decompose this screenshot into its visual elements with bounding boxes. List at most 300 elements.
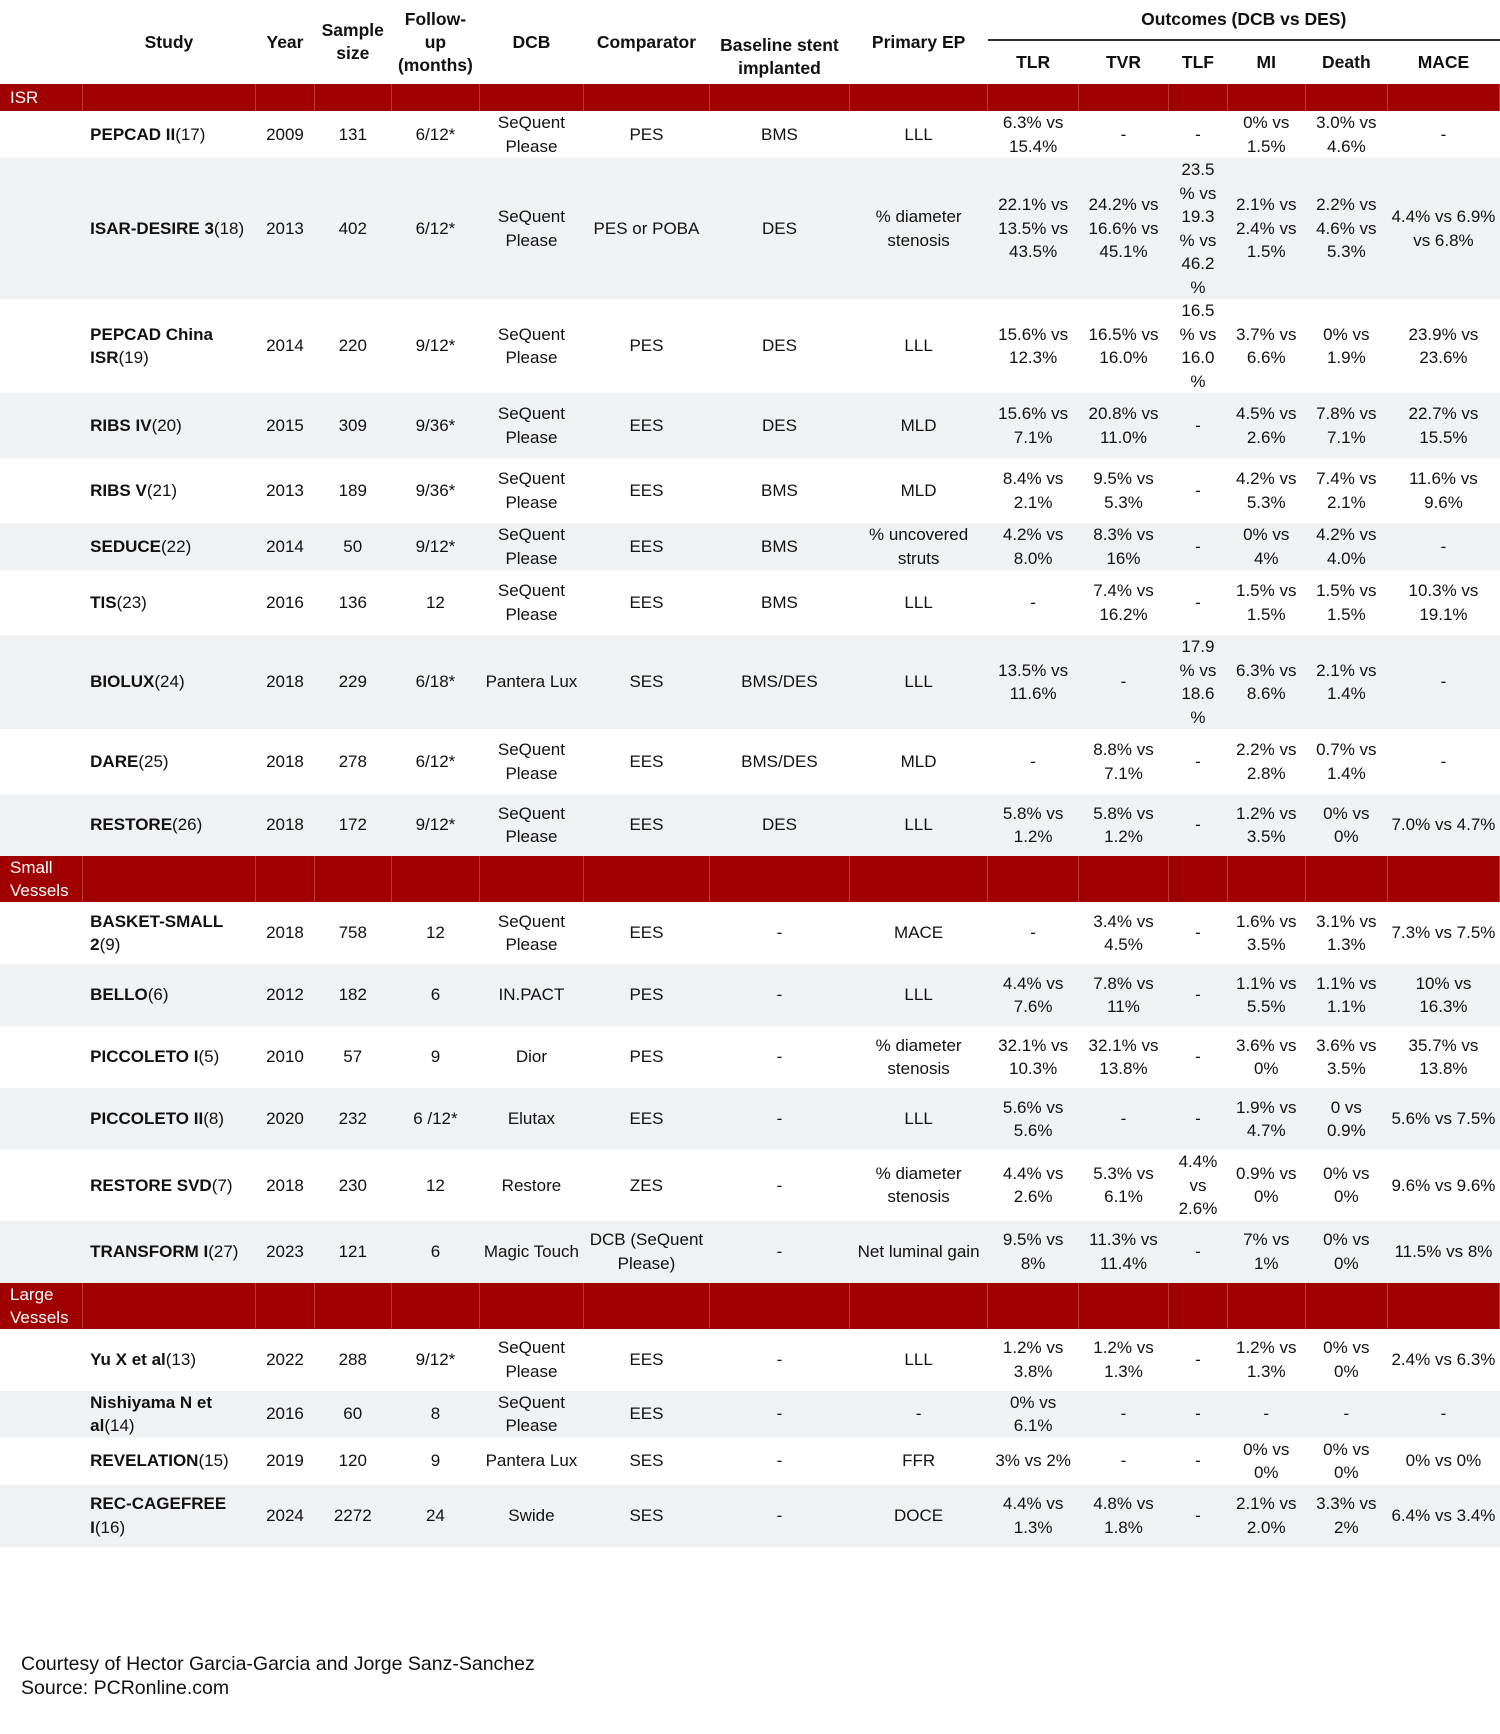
row-spacer-cell [0, 1150, 82, 1221]
death-cell: 3.0% vs 4.6% [1316, 113, 1377, 156]
follow-up-cell: 6/12* [415, 124, 456, 144]
section-band-cell [1078, 1283, 1168, 1329]
follow-up-cell: 6 [391, 964, 479, 1026]
mace-cell: - [1440, 124, 1447, 144]
table-row [0, 794, 1500, 856]
mace-cell: 6.4% vs 3.4% [1387, 1485, 1499, 1547]
comparator-cell: EES [629, 592, 664, 612]
year-cell: 2016 [256, 1391, 315, 1438]
primary-ep-cell: DOCE [849, 1485, 988, 1547]
study-cell [82, 1221, 256, 1283]
baseline-stent-cell: BMS [761, 480, 798, 500]
comparator-cell: SES [583, 1485, 709, 1547]
mace-cell: - [1387, 1391, 1499, 1438]
section-header-row [0, 84, 1500, 111]
section-band-cell [391, 84, 479, 111]
mi-cell: 7% vs 1% [1227, 1221, 1305, 1283]
section-band-cell [256, 856, 315, 902]
table-row [0, 729, 1500, 794]
year-cell: 2012 [256, 964, 315, 1026]
section-band-cell [480, 84, 584, 111]
tlr-cell: 5.8% vs 1.2% [988, 794, 1078, 856]
comparator-cell: EES [583, 794, 709, 856]
section-band-cell [988, 84, 1078, 111]
primary-ep-cell: % uncovered struts [849, 523, 988, 570]
comparator-cell: PES [629, 336, 664, 356]
study-reference: (23) [116, 592, 147, 612]
table-row [0, 1221, 1500, 1283]
primary-ep-cell: LLL [904, 336, 933, 356]
tvr-cell: 9.5% vs 5.3% [1093, 469, 1154, 512]
sample-size-cell: 288 [338, 1349, 367, 1369]
header-death: Death [1322, 52, 1371, 72]
sample-size-cell: 121 [314, 1221, 391, 1283]
header-tlf: TLF [1181, 52, 1214, 72]
tlr-cell: - [1030, 923, 1036, 943]
tlf-cell: - [1195, 1047, 1201, 1067]
baseline-stent-cell: DES [761, 336, 797, 356]
mi-cell: 0% vs 4% [1227, 523, 1305, 570]
year-cell: 2018 [266, 1175, 304, 1195]
sample-size-cell: 60 [314, 1391, 391, 1438]
tlr-cell: 8.4% vs 2.1% [1002, 469, 1064, 512]
baseline-stent-cell: DES [710, 794, 850, 856]
follow-up-cell: 9 [430, 1047, 441, 1067]
row-spacer-cell [0, 111, 82, 158]
study-reference: (20) [151, 415, 182, 435]
follow-up-cell: 9/12* [415, 1349, 456, 1369]
death-cell: 0% vs 0% [1305, 794, 1387, 856]
tlr-cell: 0% vs 6.1% [988, 1391, 1078, 1438]
study-reference: (8) [203, 1109, 224, 1129]
tlf-cell: - [1195, 480, 1201, 500]
dcb-cell: Pantera Lux [480, 635, 584, 729]
row-spacer-cell [0, 1026, 82, 1088]
primary-ep-cell: - [849, 1391, 988, 1438]
dcb-cell: SeQuent Please [480, 523, 584, 570]
comparator-cell: PES [583, 964, 709, 1026]
study-name: RESTORE SVD [90, 1175, 212, 1195]
death-cell: 0% vs 0% [1323, 1338, 1370, 1381]
tlf-cell: - [1195, 124, 1201, 144]
tlf-cell: - [1169, 794, 1228, 856]
tvr-cell: 3.4% vs 4.5% [1093, 911, 1154, 954]
row-spacer-cell [0, 523, 82, 570]
study-cell [82, 1391, 256, 1438]
dcb-cell: SeQuent Please [497, 113, 565, 156]
tlr-cell: 4.4% vs 7.6% [988, 964, 1078, 1026]
study-name: DARE [90, 751, 139, 771]
mi-cell: 4.2% vs 5.3% [1235, 469, 1297, 512]
tlr-cell: 32.1% vs 10.3% [998, 1035, 1069, 1078]
tlr-cell: 6.3% vs 15.4% [1002, 113, 1064, 156]
study-reference: (19) [118, 348, 149, 367]
tlf-cell: - [1195, 1451, 1201, 1471]
tlf-cell: 17.9 % vs 18.6 % [1169, 635, 1228, 729]
death-cell: 7.8% vs 7.1% [1305, 393, 1387, 458]
mace-cell: 23.9% vs 23.6% [1408, 324, 1479, 367]
study-reference: (14) [104, 1416, 135, 1435]
year-cell: 2016 [266, 592, 304, 612]
primary-ep-cell: LLL [849, 635, 988, 729]
primary-ep-cell: % diameter stenosis [875, 1163, 962, 1207]
row-spacer-cell [0, 635, 82, 729]
header-sample-size: Sample size [321, 20, 384, 63]
mi-cell: 1.1% vs 5.5% [1227, 964, 1305, 1026]
section-band-cell [710, 1283, 850, 1329]
sample-size-cell: 402 [314, 158, 391, 299]
study-cell [82, 729, 256, 794]
death-cell: 2.1% vs 1.4% [1305, 635, 1387, 729]
study-name: TRANSFORM I [90, 1241, 209, 1261]
follow-up-cell: 9/36* [415, 480, 456, 500]
courtesy-line: Courtesy of Hector Garcia-Garcia and Jorge Sanz-Sanchez [21, 1653, 535, 1675]
study-reference: (26) [172, 815, 203, 835]
table-row [0, 1391, 1500, 1438]
follow-up-cell: 9/12* [391, 523, 479, 570]
study-name: RIBS IV [90, 415, 152, 435]
table-row [0, 111, 1500, 158]
section-band-cell [314, 856, 391, 902]
mace-cell: 5.6% vs 7.5% [1387, 1088, 1499, 1150]
year-cell: 2014 [266, 336, 304, 356]
table-row [0, 393, 1500, 458]
study-cell [82, 1150, 256, 1221]
tlr-cell: 4.4% vs 2.6% [1002, 1163, 1064, 1207]
year-cell: 2020 [256, 1088, 315, 1150]
baseline-stent-cell: - [776, 1349, 783, 1369]
tlr-cell: 22.1% vs 13.5% vs 43.5% [988, 158, 1078, 299]
year-cell: 2018 [266, 751, 304, 771]
death-cell: 0% vs 1.9% [1323, 324, 1370, 367]
sample-size-cell: 136 [338, 592, 367, 612]
sample-size-cell: 278 [338, 751, 367, 771]
header-outcomes: Outcomes (DCB vs DES) [988, 0, 1500, 40]
baseline-stent-cell: - [776, 1451, 783, 1471]
table-row [0, 1026, 1500, 1088]
section-band-cell [256, 84, 315, 111]
study-cell [82, 1329, 256, 1391]
section-band-cell [988, 856, 1078, 902]
table-row [0, 458, 1500, 523]
sample-size-cell: 50 [314, 523, 391, 570]
section-band-cell [1169, 1283, 1228, 1329]
sample-size-cell: 172 [314, 794, 391, 856]
study-name: REVELATION [90, 1451, 199, 1471]
year-cell: 2023 [256, 1221, 315, 1283]
tlf-cell: - [1169, 523, 1228, 570]
comparator-cell: PES [629, 1047, 664, 1067]
year-cell: 2024 [256, 1485, 315, 1547]
follow-up-cell: 12 [425, 923, 445, 943]
study-reference: (22) [161, 536, 192, 556]
tlr-cell: 3% vs 2% [995, 1451, 1071, 1471]
header-mi: MI [1256, 52, 1276, 72]
study-reference: (17) [175, 124, 206, 144]
tlf-cell: - [1195, 592, 1201, 612]
study-cell [82, 1438, 256, 1485]
sample-size-cell: 309 [314, 393, 391, 458]
header-comparator: Comparator [596, 31, 697, 52]
study-reference: (6) [147, 985, 169, 1005]
follow-up-cell: 9/36* [391, 393, 479, 458]
tlf-cell: 4.4% vs 2.6% [1178, 1152, 1218, 1218]
tvr-cell: 1.2% vs 1.3% [1093, 1338, 1154, 1381]
mace-cell: - [1440, 751, 1447, 771]
primary-ep-cell: MLD [900, 751, 937, 771]
tvr-cell: 5.8% vs 1.2% [1078, 794, 1168, 856]
table-row [0, 1438, 1500, 1485]
row-spacer-cell [0, 1391, 82, 1438]
baseline-stent-cell: BMS/DES [741, 751, 818, 771]
table-row [0, 902, 1500, 964]
dcb-cell: SeQuent Please [497, 469, 565, 512]
dcb-cell: SeQuent Please [480, 158, 584, 299]
dcb-cell: Swide [480, 1485, 584, 1547]
death-cell: 2.2% vs 4.6% vs 5.3% [1305, 158, 1387, 299]
primary-ep-cell: % diameter stenosis [849, 158, 988, 299]
row-spacer-cell [0, 393, 82, 458]
tvr-cell: 7.8% vs 11% [1078, 964, 1168, 1026]
section-band-cell [849, 84, 988, 111]
comparator-cell: EES [629, 751, 664, 771]
table-row [0, 158, 1500, 299]
header-baseline-stent: Baseline stent implanted [720, 35, 839, 78]
tlr-cell: 4.4% vs 1.3% [988, 1485, 1078, 1547]
comparator-cell: PES [629, 124, 664, 144]
death-cell: 1.1% vs 1.1% [1305, 964, 1387, 1026]
study-name: SEDUCE [90, 536, 162, 556]
comparator-cell: EES [583, 1088, 709, 1150]
year-cell: 2022 [266, 1349, 304, 1369]
mace-cell: 22.7% vs 15.5% [1387, 393, 1499, 458]
study-reference: (24) [154, 672, 185, 692]
sample-size-cell: 758 [338, 923, 367, 943]
tvr-cell: - [1120, 1451, 1127, 1471]
tlf-cell: - [1169, 1221, 1228, 1283]
tlf-cell: - [1169, 964, 1228, 1026]
section-band-cell [1305, 856, 1387, 902]
table-body [0, 84, 1500, 1547]
sample-size-cell: 2272 [314, 1485, 391, 1547]
section-band-cell [849, 856, 988, 902]
table-row [0, 523, 1500, 570]
mi-cell: 1.5% vs 1.5% [1235, 581, 1297, 624]
study-reference: (25) [138, 751, 169, 771]
tlr-cell: 13.5% vs 11.6% [988, 635, 1078, 729]
mi-cell: 6.3% vs 8.6% [1227, 635, 1305, 729]
dcb-cell: Restore [501, 1175, 562, 1195]
comparator-cell: SES [629, 1451, 664, 1471]
dcb-cell: Magic Touch [480, 1221, 584, 1283]
section-band-cell [1387, 856, 1499, 902]
section-band-cell [583, 1283, 709, 1329]
mi-cell: 1.2% vs 1.3% [1235, 1338, 1297, 1381]
mi-cell: - [1227, 1391, 1305, 1438]
dcb-cell: SeQuent Please [480, 393, 584, 458]
mace-cell: 7.0% vs 4.7% [1387, 794, 1499, 856]
row-spacer-cell [0, 1088, 82, 1150]
study-cell [82, 1485, 256, 1547]
table-row [0, 1088, 1500, 1150]
baseline-stent-cell: - [776, 1047, 783, 1067]
follow-up-cell: 24 [391, 1485, 479, 1547]
sample-size-cell: 232 [314, 1088, 391, 1150]
death-cell: 1.5% vs 1.5% [1316, 581, 1377, 624]
study-cell [82, 794, 256, 856]
death-cell: 3.3% vs 2% [1305, 1485, 1387, 1547]
tlf-cell: - [1195, 923, 1201, 943]
tlf-cell: - [1169, 393, 1228, 458]
tvr-cell: 11.3% vs 11.4% [1078, 1221, 1168, 1283]
tlr-cell: - [1030, 751, 1036, 771]
death-cell: 0% vs 0% [1323, 1163, 1370, 1207]
dcb-cell: SeQuent Please [480, 1391, 584, 1438]
study-reference: (16) [94, 1517, 126, 1537]
baseline-stent-cell: - [710, 1391, 850, 1438]
tlr-cell: 9.5% vs 8% [988, 1221, 1078, 1283]
section-label: Large Vessels [0, 1283, 82, 1329]
study-cell [82, 902, 256, 964]
study-name: BELLO [90, 985, 148, 1005]
row-spacer-cell [0, 570, 82, 635]
tvr-cell: - [1120, 124, 1127, 144]
header-dcb: DCB [512, 31, 551, 52]
table-row [0, 964, 1500, 1026]
table-row [0, 299, 1500, 393]
primary-ep-cell: % diameter stenosis [875, 1035, 962, 1078]
header-follow-up: Follow-up (months) [397, 8, 473, 75]
table-header [0, 0, 1500, 84]
table-row [0, 1150, 1500, 1221]
tvr-cell: 24.2% vs 16.6% vs 45.1% [1078, 158, 1168, 299]
year-cell: 2014 [256, 523, 315, 570]
baseline-stent-cell: - [710, 1485, 850, 1547]
section-band-cell [583, 856, 709, 902]
study-name: BIOLUX [90, 672, 155, 692]
comparator-cell: EES [629, 480, 664, 500]
comparator-cell: EES [583, 1391, 709, 1438]
section-band-cell [314, 1283, 391, 1329]
mace-cell: - [1387, 523, 1499, 570]
primary-ep-cell: MLD [900, 480, 937, 500]
year-cell: 2010 [266, 1047, 304, 1067]
follow-up-cell: 6 /12* [391, 1088, 479, 1150]
dcb-cell: SeQuent Please [497, 324, 565, 367]
year-cell: 2015 [256, 393, 315, 458]
primary-ep-cell: MLD [849, 393, 988, 458]
primary-ep-cell: MACE [894, 923, 944, 943]
study-reference: (7) [211, 1175, 233, 1195]
tlr-cell: 5.6% vs 5.6% [988, 1088, 1078, 1150]
tvr-cell: 8.8% vs 7.1% [1093, 740, 1154, 783]
mace-cell: 11.6% vs 9.6% [1409, 469, 1478, 512]
baseline-stent-cell: DES [710, 393, 850, 458]
tvr-cell: 16.5% vs 16.0% [1088, 324, 1159, 367]
baseline-stent-cell: DES [710, 158, 850, 299]
study-reference: (5) [198, 1047, 220, 1067]
tvr-cell: 5.3% vs 6.1% [1093, 1163, 1154, 1207]
section-band-cell [1387, 1283, 1499, 1329]
header-tvr: TVR [1105, 52, 1141, 72]
dcb-cell: Dior [515, 1047, 548, 1067]
tlf-cell: - [1195, 751, 1201, 771]
tlr-cell: 15.6% vs 12.3% [998, 324, 1069, 367]
follow-up-cell: 9/12* [415, 336, 456, 356]
dcb-cell: SeQuent Please [497, 911, 565, 954]
mi-cell: 2.1% vs 2.4% vs 1.5% [1227, 158, 1305, 299]
row-spacer-cell [0, 1221, 82, 1283]
tvr-cell: 4.8% vs 1.8% [1078, 1485, 1168, 1547]
primary-ep-cell: LLL [904, 124, 933, 144]
section-band-cell [82, 1283, 256, 1329]
mace-cell: 4.4% vs 6.9% vs 6.8% [1387, 158, 1499, 299]
section-band-cell [1305, 84, 1387, 111]
section-band-cell [583, 84, 709, 111]
section-label: Small Vessels [0, 856, 82, 902]
section-header-row [0, 1283, 1500, 1329]
mi-cell: 1.9% vs 4.7% [1227, 1088, 1305, 1150]
follow-up-cell: 6/18* [391, 635, 479, 729]
death-cell: 0% vs 0% [1305, 1221, 1387, 1283]
comparator-cell: EES [629, 1349, 664, 1369]
dcb-cell: IN.PACT [480, 964, 584, 1026]
comparator-cell: EES [583, 523, 709, 570]
sample-size-cell: 120 [338, 1451, 367, 1471]
baseline-stent-cell: - [776, 1175, 783, 1195]
tvr-cell: 20.8% vs 11.0% [1078, 393, 1168, 458]
section-band-cell [849, 1283, 988, 1329]
section-band-cell [1227, 1283, 1305, 1329]
mi-cell: 3.6% vs 0% [1235, 1035, 1297, 1078]
primary-ep-cell: LLL [849, 1088, 988, 1150]
primary-ep-cell: LLL [849, 964, 988, 1026]
sample-size-cell: 230 [338, 1175, 367, 1195]
mi-cell: 1.2% vs 3.5% [1227, 794, 1305, 856]
year-cell: 2013 [266, 480, 304, 500]
death-cell: 7.4% vs 2.1% [1316, 469, 1377, 512]
study-name: BASKET-SMALL 2 [90, 911, 224, 954]
study-name: RESTORE [90, 815, 173, 835]
source-note [21, 1652, 535, 1700]
section-label: ISR [0, 84, 82, 111]
tlf-cell: - [1169, 1391, 1228, 1438]
study-name: TIS [90, 592, 117, 612]
follow-up-cell: 6/12* [391, 158, 479, 299]
sample-size-cell: 189 [338, 480, 367, 500]
study-cell [82, 158, 256, 299]
mace-cell: 7.3% vs 7.5% [1391, 923, 1496, 943]
baseline-stent-cell: - [710, 1088, 850, 1150]
row-spacer-cell [0, 964, 82, 1026]
section-band-cell [480, 856, 584, 902]
year-cell: 2018 [256, 635, 315, 729]
tvr-cell: - [1078, 1088, 1168, 1150]
header-year: Year [266, 31, 304, 52]
comparator-cell: ZES [629, 1175, 663, 1195]
study-name: Yu X et al [90, 1349, 166, 1369]
comparator-cell: PES or POBA [583, 158, 709, 299]
row-spacer-cell [0, 1329, 82, 1391]
baseline-stent-cell: BMS [710, 523, 850, 570]
study-reference: (27) [208, 1241, 239, 1261]
baseline-stent-cell: - [710, 964, 850, 1026]
primary-ep-cell: LLL [849, 794, 988, 856]
mi-cell: 4.5% vs 2.6% [1227, 393, 1305, 458]
study-name: PEPCAD China ISR [90, 324, 213, 367]
study-cell [82, 570, 256, 635]
mi-cell: 0% vs 0% [1243, 1439, 1290, 1482]
